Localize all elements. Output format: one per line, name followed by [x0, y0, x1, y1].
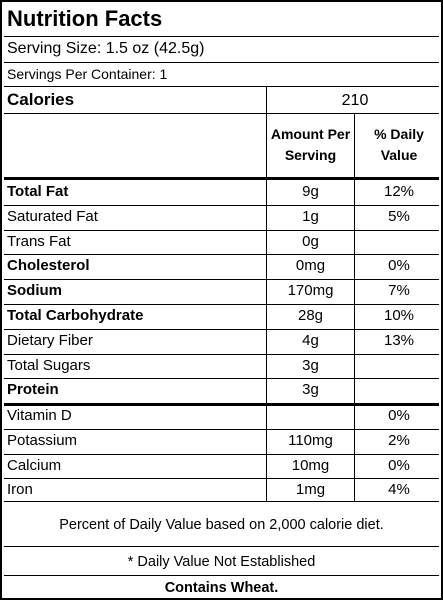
- nutrient-name: Total Carbohydrate: [7, 307, 144, 324]
- nutrient-name: Protein: [7, 381, 59, 399]
- vitamin-amount: 1mg: [295, 481, 326, 499]
- nutrient-amount: 3g: [302, 381, 319, 399]
- nutrient-daily-value: 0%: [388, 257, 410, 275]
- nutrient-amount: 9g: [302, 183, 319, 200]
- nutrient-amount: 1g: [302, 207, 319, 225]
- row-divider: [4, 279, 439, 280]
- column-divider: [266, 86, 267, 113]
- row-divider: [4, 429, 439, 430]
- footnote-daily-value: Percent of Daily Value based on 2,000 calorie diet.: [59, 517, 384, 533]
- nutrient-daily-value: 7%: [388, 282, 410, 300]
- vitamin-daily-value: 0%: [388, 456, 410, 474]
- vitamin-daily-value: 4%: [388, 481, 410, 499]
- row-divider: [4, 230, 439, 231]
- label-title: Nutrition Facts: [7, 6, 163, 31]
- nutrient-daily-value: 10%: [383, 307, 415, 324]
- row-divider: [4, 304, 439, 305]
- thick-divider: [4, 177, 439, 180]
- row-divider: [4, 478, 439, 479]
- divider: [4, 575, 439, 576]
- calories-label: Calories: [7, 90, 75, 109]
- vitamin-daily-value: 0%: [388, 407, 410, 424]
- amount-per-serving-header: Amount Per Serving: [270, 126, 351, 163]
- vitamin-name: Iron: [7, 481, 33, 499]
- divider: [4, 501, 439, 502]
- daily-value-header: % Daily Value: [374, 126, 424, 163]
- nutrient-amount: 28g: [297, 307, 324, 324]
- nutrient-daily-value: 13%: [383, 331, 415, 349]
- row-divider: [4, 205, 439, 206]
- divider: [4, 36, 439, 37]
- vitamin-name: Calcium: [7, 456, 62, 474]
- nutrient-name: Total Fat: [7, 183, 69, 200]
- servings-per-container: Servings Per Container: 1: [7, 66, 168, 82]
- nutrient-amount: 3g: [302, 356, 319, 374]
- vitamin-amount: 10mg: [291, 456, 330, 474]
- serving-size: Serving Size: 1.5 oz (42.5g): [7, 40, 205, 57]
- row-divider: [4, 354, 439, 355]
- nutrient-amount: 0g: [302, 232, 319, 250]
- vitamin-name: Vitamin D: [7, 407, 72, 424]
- divider: [4, 62, 439, 63]
- nutrient-daily-value: 5%: [388, 207, 410, 225]
- allergen-statement: Contains Wheat.: [164, 580, 279, 596]
- divider: [4, 546, 439, 547]
- footnote-not-established: * Daily Value Not Established: [127, 554, 316, 570]
- row-divider: [4, 454, 439, 455]
- nutrient-name: Trans Fat: [7, 232, 71, 250]
- vitamin-daily-value: 2%: [388, 431, 410, 449]
- vitamin-amount: 110mg: [288, 431, 333, 449]
- nutrient-name: Sodium: [7, 282, 62, 300]
- nutrient-amount: 0mg: [295, 257, 326, 275]
- nutrient-name: Saturated Fat: [7, 207, 98, 225]
- nutrient-amount: 4g: [302, 331, 319, 349]
- calories-value: 210: [341, 92, 369, 109]
- divider: [4, 113, 439, 114]
- thick-divider: [4, 403, 439, 406]
- row-divider: [4, 329, 439, 330]
- divider: [4, 86, 439, 87]
- nutrient-name: Dietary Fiber: [7, 331, 93, 349]
- row-divider: [4, 254, 439, 255]
- vitamin-name: Potassium: [7, 431, 78, 449]
- row-divider: [4, 378, 439, 379]
- nutrient-amount: 170mg: [287, 282, 334, 300]
- nutrient-name: Cholesterol: [7, 257, 90, 275]
- nutrient-name: Total Sugars: [7, 356, 91, 374]
- nutrient-daily-value: 12%: [383, 183, 415, 200]
